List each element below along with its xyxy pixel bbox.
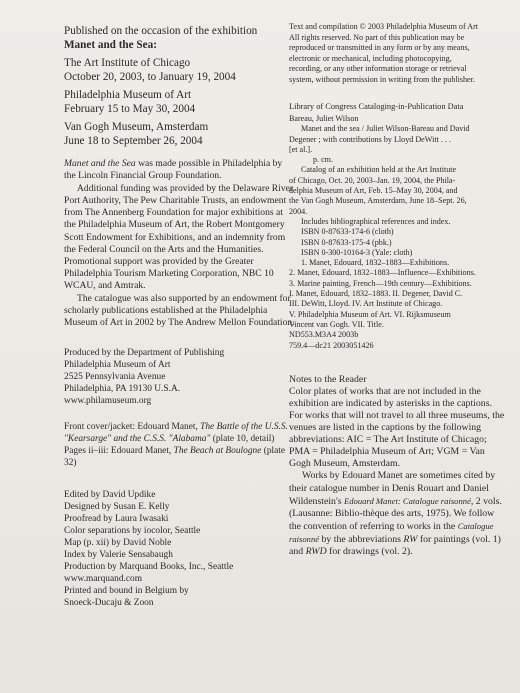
notes-text-run: Works by Edouard Manet are sometimes cited by their catalogue number in Denis Rouart and Daniel Wildenstein's bbox=[289, 470, 496, 507]
funding-paragraph bbox=[64, 158, 296, 182]
credit-line: Edited by David Updike bbox=[64, 490, 156, 501]
notes-text-run: by the abbreviations bbox=[319, 533, 404, 545]
book-title: Manet and the Sea bbox=[64, 158, 136, 169]
copyright-line: reproduced or transmitted in any form or by any means, bbox=[289, 43, 470, 52]
notes-paragraph bbox=[289, 470, 507, 558]
venue-block bbox=[64, 121, 296, 148]
cover-credits bbox=[64, 421, 296, 469]
copyright-line: All rights reserved. No part of this publication may be bbox=[289, 32, 465, 42]
producer-line: Philadelphia, PA 19130 U.S.A. bbox=[64, 384, 181, 395]
credit-line: Snoeck-Ducaju & Zoon bbox=[64, 598, 154, 609]
cip-record bbox=[289, 114, 507, 341]
cip-line: Includes bibliographical references and index. bbox=[301, 216, 451, 226]
producer-line: 2525 Pennsylvania Avenue bbox=[64, 372, 166, 383]
credit-line: Designed by Susan E. Kelly bbox=[64, 502, 170, 513]
venue-dates: June 18 to September 26, 2004 bbox=[64, 134, 203, 147]
publication-header bbox=[64, 24, 296, 52]
credit-text: Front cover/jacket: Edouard Manet, bbox=[64, 422, 201, 433]
notes-text-run: , 2 vols. (Lausanne: Biblio-thèque des arts, 1975). We follow the convention of referring to works in the bbox=[289, 495, 502, 532]
cip-line: Catalog of an exhibition held at the Art Institute bbox=[301, 165, 457, 175]
catalogue-title: Edouard Manet: Catalogue raisonné bbox=[343, 495, 471, 506]
copyright-line: Text and compilation © 2003 Philadelphia Museum of Art bbox=[289, 22, 479, 31]
cip-line: 3. Marine painting, French—19th century—Exhibitions. bbox=[289, 278, 472, 288]
producer-block bbox=[64, 347, 296, 407]
funding-paragraph: Additional funding was provided by the Delaware River Port Authority, The Pew Charitable Trusts, an endowment from The Annenberg Foundation for major exhibitions at the Philadelphia Museum of Art, the Robert Montgomery Scott Endowment for Exhibitions, and an indemnity from the Federal Council on the Arts and the Humanities. Promotional support was provided by the Greater Philadelphia Tourism Marketing Corporation, NBC 10 WCAU, and Amtrak. bbox=[64, 183, 294, 291]
credit-text: (plate 32) bbox=[64, 446, 286, 469]
venue-block bbox=[64, 57, 296, 84]
notes-paragraph: Color plates of works that are not included in the exhibition are indicated by asterisks in the captions. For works that will not travel to all three museums, the venues are listed in the captions by the following abbreviations: AIC = The Art Institute of Chicago; PMA = Philadelphia Museum of Art; VGM = Van Gogh Museum, Amsterdam. bbox=[289, 385, 505, 470]
pages-credit bbox=[64, 445, 296, 469]
notes-heading: Notes to the Reader bbox=[289, 373, 367, 385]
front-cover-credit bbox=[64, 421, 296, 445]
right-column bbox=[289, 22, 507, 558]
cip-line: Manet and the sea / Juliet Wilson-Bareau and David bbox=[301, 124, 470, 134]
cip-line: Bareau, Juliet Wilson bbox=[289, 114, 359, 123]
credit-line: Color separations by iocolor, Seattle bbox=[64, 526, 201, 537]
cip-line: p. cm. bbox=[313, 155, 334, 165]
credit-text: Pages ii–iii: Edouard Manet, bbox=[64, 446, 174, 457]
credit-line: Printed and bound in Belgium by bbox=[64, 586, 189, 597]
abbreviation: RW bbox=[403, 533, 418, 545]
abbreviation: RWD bbox=[305, 546, 327, 558]
copyright-line: recording, or any other information storage or retrieval bbox=[289, 64, 467, 73]
venue-name: The Art Institute of Chicago bbox=[64, 57, 191, 69]
cip-line: ND553.M3A4 2003b bbox=[289, 330, 359, 340]
cip-line: Vincent van Gogh. VII. Title. bbox=[289, 319, 384, 329]
header-line: Published on the occasion of the exhibition bbox=[64, 25, 258, 37]
cip-line: 2004. bbox=[289, 206, 308, 216]
cip-line: Degener ; with contributions by Lloyd DeWitt . . . bbox=[289, 134, 451, 144]
production-credits bbox=[64, 489, 296, 609]
copyright-notice bbox=[289, 22, 507, 85]
credit-line: Proofread by Laura Iwasaki bbox=[64, 514, 169, 525]
cip-line: delphia Museum of Art, Feb. 15–May 30, 2004, and bbox=[289, 186, 458, 196]
copyright-line: electronic or mechanical, including photocopying, bbox=[289, 53, 452, 63]
producer-line: Philadelphia Museum of Art bbox=[64, 360, 171, 371]
notes-to-reader bbox=[289, 386, 507, 558]
cip-line: [et al.]. bbox=[289, 144, 313, 154]
cip-line: ISBN 0-300-10164-3 (Yale: cloth) bbox=[301, 247, 413, 257]
cip-line: 2. Manet, Edouard, 1832–1883—Influence—Exhibitions. bbox=[289, 268, 476, 278]
exhibition-title: Manet and the Sea: bbox=[64, 39, 157, 51]
cip-heading: Library of Congress Cataloging-in-Publication Data bbox=[289, 102, 464, 111]
cip-classification: 759.4—dc21 bbox=[289, 340, 332, 350]
notes-text-run: for drawings (vol. 2). bbox=[326, 546, 413, 558]
funding-text-run: was made possible in Philadelphia by the Lincoln Financial Group Foundation. bbox=[64, 158, 283, 182]
cip-line: I. Manet, Edouard, 1832–1883. II. Degener, David C. bbox=[289, 289, 463, 299]
credit-website: www.marquand.com bbox=[64, 574, 143, 585]
notes-text-run: for paintings (vol. 1) and bbox=[289, 533, 501, 558]
cip-last-row bbox=[289, 341, 507, 351]
producer-website: www.philamuseum.org bbox=[64, 396, 152, 407]
credit-text: (plate 10, detail) bbox=[210, 434, 275, 445]
venue-dates: February 15 to May 30, 2004 bbox=[64, 102, 196, 115]
cip-line: of Chicago, Oct. 20, 2003–Jan. 19, 2004, the Phila- bbox=[289, 175, 456, 185]
artwork-title: The Beach at Boulogne bbox=[173, 446, 262, 457]
cip-line: V. Philadelphia Museum of Art. VI. Rijksmuseum bbox=[289, 309, 451, 319]
cip-line: ISBN 0-87633-174-6 (cloth) bbox=[301, 227, 394, 237]
credit-line: Index by Valerie Sensabaugh bbox=[64, 550, 173, 561]
cip-line: ISBN 0-87633-175-4 (pbk.) bbox=[301, 237, 392, 247]
credit-line: Map (p. xii) by David Noble bbox=[64, 538, 172, 549]
credit-line: Production by Marquand Books, Inc., Seattle bbox=[64, 562, 234, 573]
left-column bbox=[64, 24, 296, 609]
lccn-number: 2003051426 bbox=[333, 340, 374, 350]
artwork-title: The Battle of the U.S.S. "Kearsarge" and the C.S.S. "Alabama" bbox=[64, 422, 288, 445]
venue-name: Philadelphia Museum of Art bbox=[64, 89, 192, 101]
funding-paragraph: The catalogue was also supported by an endowment for scholarly publications established at the Philadelphia Museum of Art in 2002 by The Andrew Mellon Foundation. bbox=[64, 293, 295, 329]
catalogue-title: Catalogue raisonné bbox=[289, 520, 494, 544]
cip-line: the Van Gogh Museum, Amsterdam, June 18–Sept. 26, bbox=[289, 196, 467, 206]
cip-line: III. DeWitt, Lloyd. IV. Art Institute of Chicago. bbox=[289, 299, 443, 309]
producer-line: Produced by the Department of Publishing bbox=[64, 348, 225, 359]
venue-dates: October 20, 2003, to January 19, 2004 bbox=[64, 70, 236, 83]
cip-line: 1. Manet, Edouard, 1832–1883—Exhibitions. bbox=[301, 258, 450, 268]
venue-block bbox=[64, 89, 296, 116]
venue-name: Van Gogh Museum, Amsterdam bbox=[64, 121, 209, 133]
funding-text bbox=[64, 158, 296, 329]
copyright-line: system, without permission in writing from the publisher. bbox=[289, 74, 475, 84]
